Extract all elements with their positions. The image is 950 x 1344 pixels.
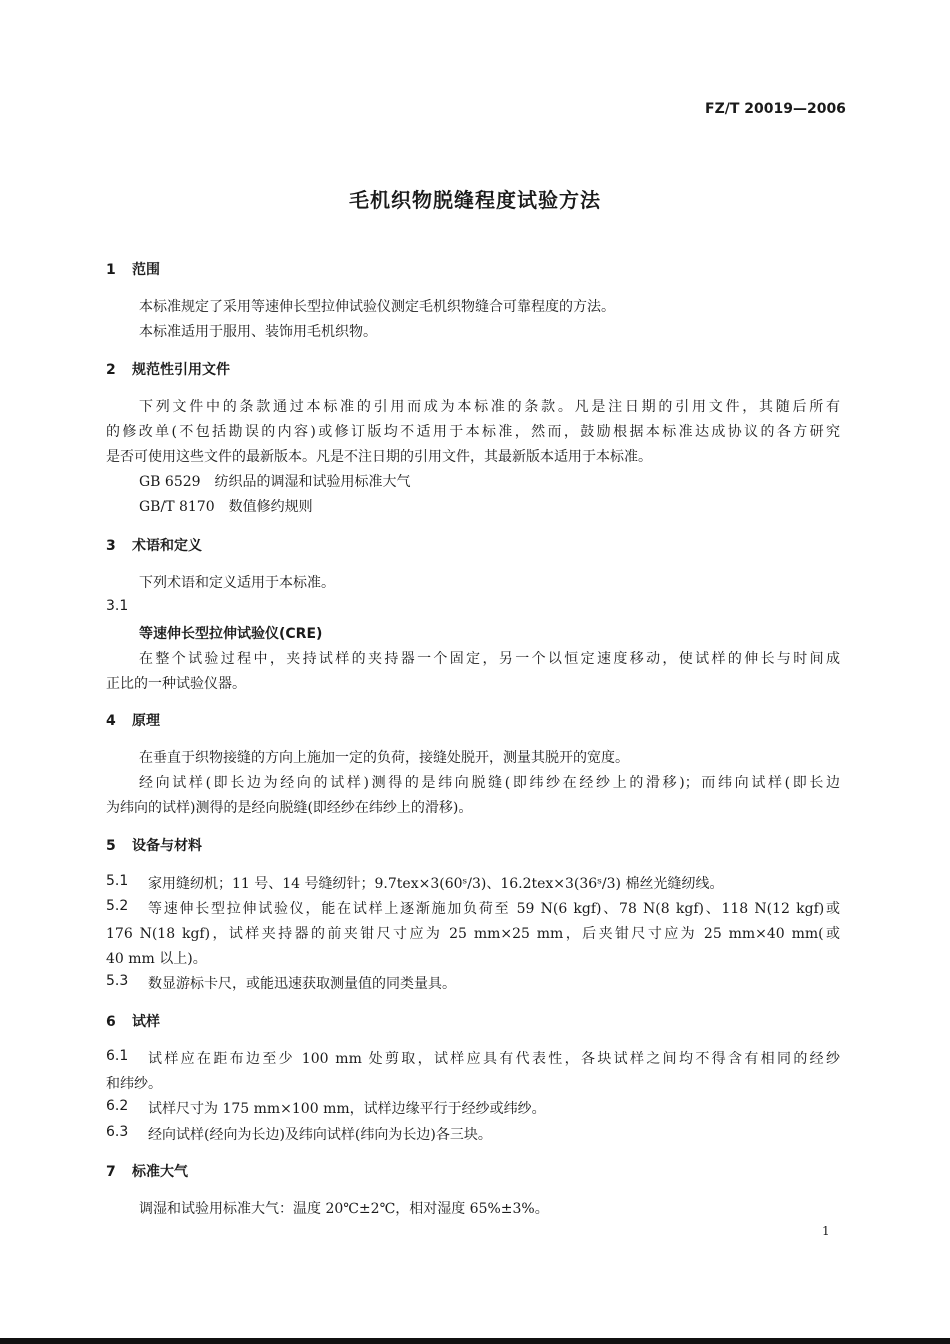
page-number: 1 [822,1224,830,1238]
section-number: 7 [106,1164,116,1180]
section-3-heading [106,535,202,555]
section-number: 1 [106,262,116,278]
paragraph-line: 经向试样(即长边为经向的试样)测得的是纬向脱缝(即纬纱在经纱上的滑移)；而纬向试样(即长边 [139,775,840,791]
section-title: 试样 [132,1014,160,1030]
section-title: 标准大气 [132,1164,188,1180]
section-number: 2 [106,362,116,378]
paragraph-line: 的修改单(不包括勘误的内容)或修订版均不适用于本标准，然而，鼓励根据本标准达成协议的各方研究 [106,424,840,440]
paragraph-line: 为纬向的试样)测得的是经向脱缝(即经纱在纬纱上的滑移)。 [106,800,473,816]
section-4-heading [106,710,160,730]
paragraph: 调湿和试验用标准大气：温度 20℃±2℃，相对湿度 65%±3%。 [139,1201,549,1217]
clause-text: 40 mm 以上)。 [106,951,207,967]
clause-text: 试样尺寸为 175 mm×100 mm，试样边缘平行于经纱或纬纱。 [148,1101,546,1117]
definition-line: 在整个试验过程中，夹持试样的夹持器一个固定，另一个以恒定速度移动，使试样的伸长与时间成 [139,651,840,667]
paragraph: 在垂直于织物接缝的方向上施加一定的负荷，接缝处脱开，测量其脱开的宽度。 [139,750,629,766]
section-title: 设备与材料 [132,838,202,854]
standard-number: FZ/T 20019—2006 [705,101,846,117]
section-2-heading [106,359,230,379]
section-6-heading [106,1011,160,1031]
section-title: 范围 [132,262,160,278]
clause-text: 家用缝纫机；11 号、14 号缝纫针；9.7tex×3(60ˢ/3)、16.2tex×3(36ˢ/3) 棉丝光缝纫线。 [148,876,724,892]
clause-number: 5.1 [106,873,129,889]
definition-line: 正比的一种试验仪器。 [106,676,246,692]
section-number: 6 [106,1014,116,1030]
section-title: 规范性引用文件 [132,362,230,378]
section-title: 原理 [132,713,160,729]
clause-text: 和纬纱。 [106,1076,162,1092]
clause-text: 等速伸长型拉伸试验仪，能在试样上逐渐施加负荷至 59 N(6 kgf)、78 N(8 kgf)、118 N(12 kgf)或 [148,901,840,917]
section-number: 4 [106,713,116,729]
paragraph-line: 是否可使用这些文件的最新版本。凡是不注日期的引用文件，其最新版本适用于本标准。 [106,449,652,465]
paragraph-line: 下列文件中的条款通过本标准的引用而成为本标准的条款。凡是注日期的引用文件，其随后所有 [139,399,840,415]
paragraph: 本标准适用于服用、装饰用毛机织物。 [139,324,377,340]
section-7-heading [106,1161,188,1181]
clause-text: 数显游标卡尺，或能迅速获取测量值的同类量具。 [148,976,456,992]
term: 等速伸长型拉伸试验仪(CRE) [139,626,323,642]
clause-number: 5.2 [106,898,129,914]
clause-number: 5.3 [106,973,129,989]
clause-number: 6.3 [106,1124,129,1140]
section-1-heading [106,259,160,279]
clause-number: 3.1 [106,598,129,614]
reference-item: GB 6529 纺织品的调湿和试验用标准大气 [139,474,411,490]
section-5-heading [106,835,202,855]
paragraph: 本标准规定了采用等速伸长型拉伸试验仪测定毛机织物缝合可靠程度的方法。 [139,299,615,315]
paragraph: 下列术语和定义适用于本标准。 [139,575,335,591]
page-bottom-border [0,1338,950,1344]
section-title: 术语和定义 [132,538,202,554]
clause-text: 176 N(18 kgf)，试样夹持器的前夹钳尺寸应为 25 mm×25 mm，后夹钳尺寸应为 25 mm×40 mm(或 [106,926,840,942]
clause-text: 试样应在距布边至少 100 mm 处剪取，试样应具有代表性，各块试样之间均不得含有相同的经纱 [148,1051,840,1067]
clause-number: 6.1 [106,1048,129,1064]
clause-text: 经向试样(经向为长边)及纬向试样(纬向为长边)各三块。 [148,1127,492,1143]
document-title: 毛机织物脱缝程度试验方法 [349,188,601,212]
section-number: 3 [106,538,116,554]
reference-item: GB/T 8170 数值修约规则 [139,499,313,515]
section-number: 5 [106,838,116,854]
clause-number: 6.2 [106,1098,129,1114]
